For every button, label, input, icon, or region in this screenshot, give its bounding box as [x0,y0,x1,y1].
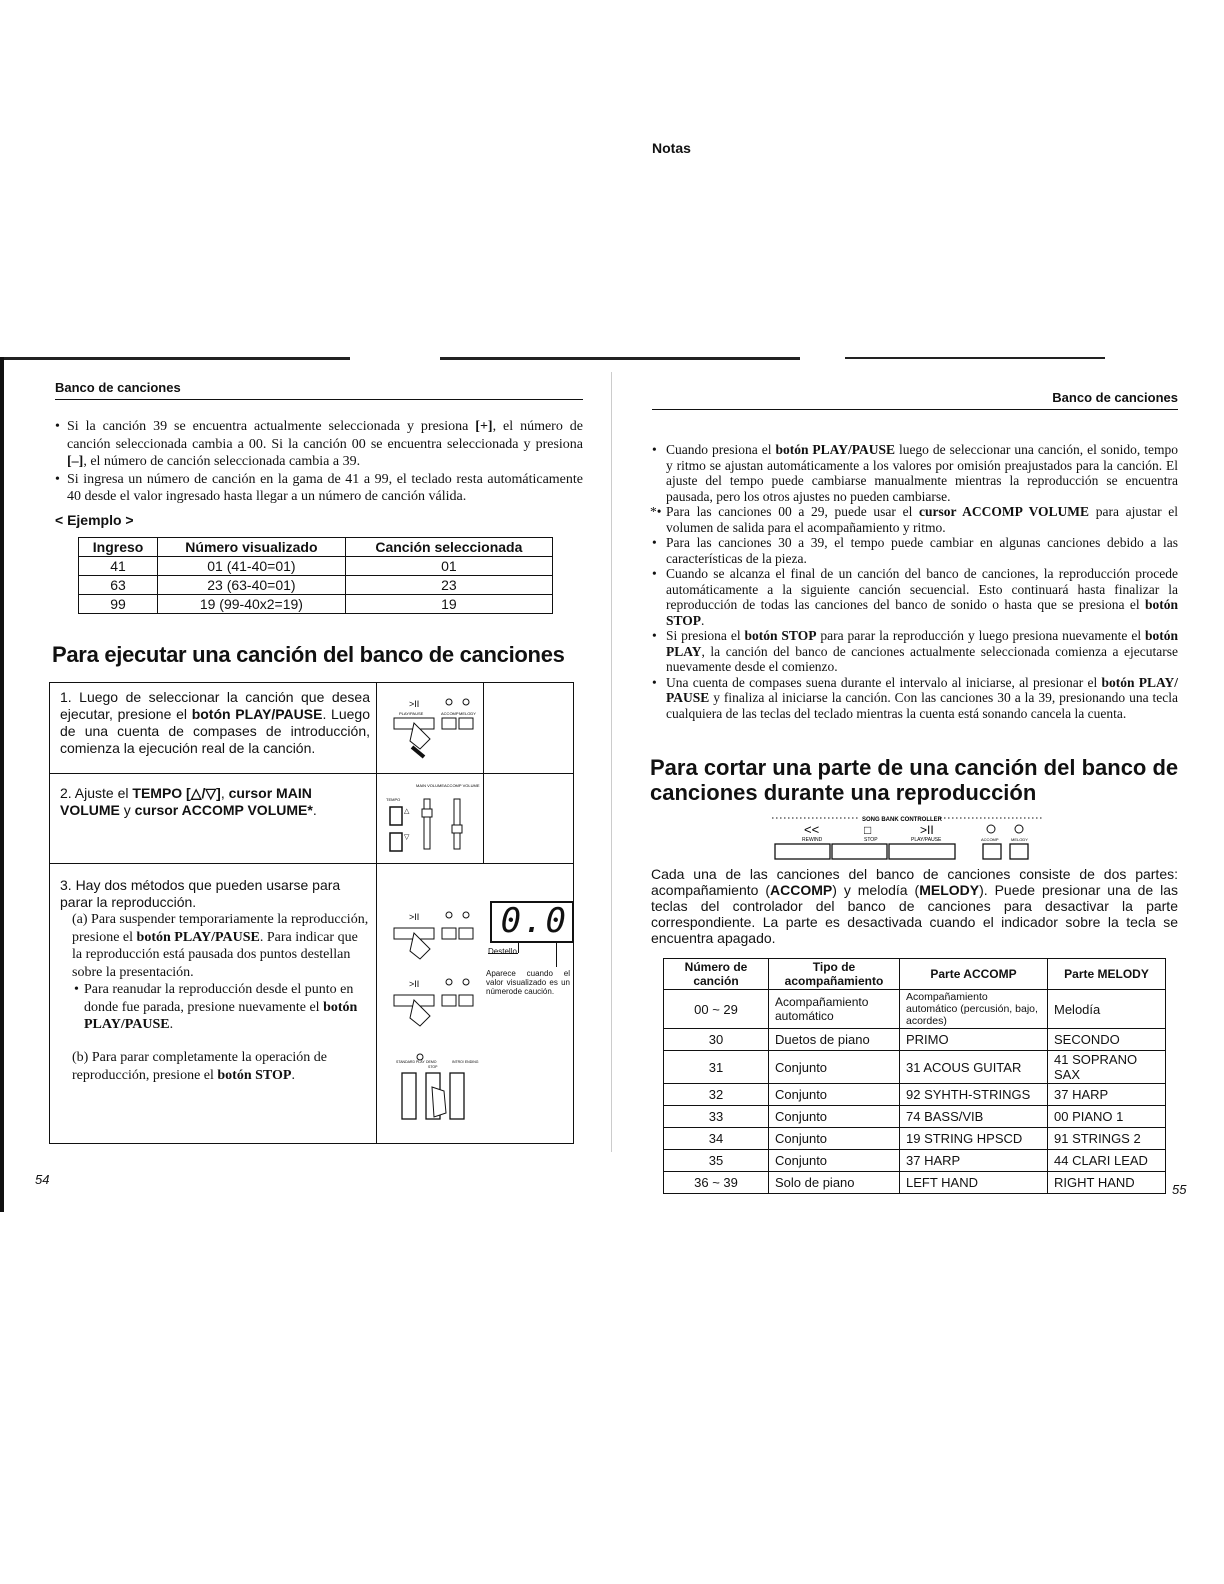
bullet-item: • Si la canción 39 se encuentra actualmente seleccionada y presiona [+], el número de canción seleccionada cambia a 00. Si la canción 00 se encuentra seleccionada y presiona [–], el número de canción seleccionada cambia a 39. [55,418,583,471]
table-row [664,1029,1166,1051]
table-cell: 92 SYHTH-STRINGS [900,1084,1048,1106]
intro-ending-label: INTRO/ ENDING [452,1060,479,1064]
tempo-volume-diagram [386,779,481,861]
table-header: Canción seleccionada [345,538,552,557]
rewind-icon: << [804,822,820,837]
standard-play-label: STANDARD PLAY [396,1060,425,1064]
rewind-label: REWIND [802,837,823,843]
accomp-label: ACCOMP [981,837,999,842]
table-row [664,1150,1166,1172]
stop-label: STOP [864,837,878,843]
table-cell: LEFT HAND [900,1172,1048,1194]
table-cell: 32 [664,1084,769,1106]
step-3b: (b) Para parar completamente la operación de reproducción, presione el botón STOP. [72,1050,327,1083]
table-cell: 41 [79,557,158,576]
page-gutter [611,372,612,1152]
table-cell: Conjunto [769,1051,900,1084]
table-cell: Duetos de piano [769,1029,900,1051]
table-cell: 35 [664,1150,769,1172]
table-cell: 00 PIANO 1 [1048,1106,1166,1128]
note-item: • Una cuenta de compases suena durante el intervalo al iniciarse, al presionar el botón PLAY/ PAUSE y finaliza al iniciarse la canción. Con las canciones 30 a la 39, presionando una tecla cualquiera de las teclas del teclado mientras la cuenta está sonando cancela la cuenta. [652,674,1178,721]
table-row [79,576,553,595]
table-cell: 37 HARP [1048,1084,1166,1106]
table-cell: RIGHT HAND [1048,1172,1166,1194]
melody-label: MELODY [459,711,476,716]
table-cell: Conjunto [769,1150,900,1172]
table-cell: 01 [345,557,552,576]
table-cell: PRIMO [900,1029,1048,1051]
table-cell: 30 [664,1029,769,1051]
table-row [664,1172,1166,1194]
step-3a-bullet: • Para reanudar la reproducción desde el punto en donde fue parada, presione nuevamente el botón PLAY/PAUSE. [74,982,358,1032]
step-3a: (a) Para suspender temporariamente la reproducción, presione el botón PLAY/PAUSE. Para indicar que la reproducción está pausada dos puntos destellan sobre la presentación. [72,912,369,980]
step-3: 3. Hay dos métodos que pueden usarse para parar la reproducción. [60,877,341,910]
table-cell: Melodía [1048,990,1166,1029]
table-cell: 44 CLARI LEAD [1048,1150,1166,1172]
table-header: Parte MELODY [1048,959,1166,990]
top-rule [0,357,350,360]
running-header-left: Banco de canciones [55,380,583,400]
controller-label: SONG BANK CONTROLLER [862,817,942,823]
accomp-label: ACCOMP [441,711,459,716]
table-cell: 41 SOPRANO SAX [1048,1051,1166,1084]
svg-text:△: △ [404,808,410,815]
notes-title: Notas [652,140,691,156]
table-row [79,557,553,576]
section-title-play: Para ejecutar una canción del banco de canciones [52,642,565,667]
note-item: *• Para las canciones 00 a 29, puede usar el cursor ACCOMP VOLUME para ajustar el volumen de salida para el acompañamiento y ritmo. [650,504,1179,535]
play-pause-diagram [386,695,481,765]
table-row [664,1084,1166,1106]
demo-label: DEMO [426,1060,437,1064]
note-item: • Cuando se alcanza el final de un canción del banco de canciones, la reproducción procede automáticamente a la siguiente canción secuencial. Esto continuará hasta finalizar la reproducción de todas las canciones del banco de sonido o hasta que se presiona el botón STOP. [652,566,1178,628]
table-cell: 63 [79,576,158,595]
top-rule [440,357,800,360]
table-row [664,1051,1166,1084]
table-row [664,990,1166,1029]
play-symbol: >II [409,699,420,709]
step-1: 1. Luego de seleccionar la canción que desea ejecutar, presione el botón PLAY/PAUSE. Luego de una cuenta de compases de introducción, comienza la ejecución real de la canción. [60,689,370,756]
table-cell: 91 STRINGS 2 [1048,1128,1166,1150]
table-cell: 00 ~ 29 [664,990,769,1029]
table-cell: 99 [79,595,158,614]
example-table [78,537,553,614]
pause-diagram [386,908,481,973]
table-cell: 19 (99-40x2=19) [158,595,346,614]
steps-box [49,682,574,1144]
stop-icon: □ [864,823,872,837]
table-header: Ingreso [79,538,158,557]
table-header: Número visualizado [158,538,346,557]
table-cell: 36 ~ 39 [664,1172,769,1194]
left-binding-edge [0,357,4,1212]
table-cell: 33 [664,1106,769,1128]
page-number-left: 54 [35,1172,50,1187]
parts-paragraph: Cada una de las canciones del banco de canciones consiste de dos partes: acompañamiento (ACCOMP) y melodía (MELODY). Puede presionar una de las teclas del controlador del banco de canciones para desactivar la parte correspondiente. La parte es desactivada cuando el indicador sobre la tecla se encuentra apagado. [651,866,1178,946]
table-cell: 31 [664,1051,769,1084]
example-label: < Ejemplo > [55,512,134,528]
table-cell: Solo de piano [769,1172,900,1194]
table-row [664,1128,1166,1150]
table-row [79,595,553,614]
table-cell: Acompañamiento automático (percusión, bajo, acordes) [900,990,1048,1029]
play-pause-icon: >II [920,823,934,837]
table-cell: 19 [345,595,552,614]
table-cell: 74 BASS/VIB [900,1106,1048,1128]
display-value: 0.0 [500,901,568,941]
step-2: 2. Ajuste el TEMPO [△/▽], cursor MAIN VOLUME y cursor ACCOMP VOLUME*. [60,785,317,818]
accomp-volume-label: ACCOMP VOLUME [444,783,480,788]
display-note: Aparece cuando el valor visualizado es un númerode caución. [486,969,570,996]
running-header-right: Banco de canciones [652,390,1178,410]
display-box [490,901,574,943]
resume-diagram [386,975,481,1040]
table-cell: 31 ACOUS GUITAR [900,1051,1048,1084]
table-row [664,1106,1166,1128]
section-title-cut: Para cortar una parte de una canción del banco de canciones durante una reproducción [650,755,1179,805]
note-item: • Si presiona el botón STOP para parar la reproducción y luego presiona nuevamente el botón PLAY, la canción del banco de canciones actualmente seleccionada comienza a ejecutarse nuevamente desde el comienzo. [652,628,1178,674]
destello-label: Destello [488,947,517,956]
bullet-item: • Si ingresa un número de canción en la gama de 41 a 99, el teclado resta automáticamente 40 desde el valor ingresado hasta llegar a un número de canción válida. [55,471,583,506]
playpause-label: PLAY/PAUSE [911,837,942,843]
top-rule [845,357,1105,359]
parts-table [663,958,1166,1194]
table-header: Parte ACCOMP [900,959,1048,990]
table-header: Número de canción [664,959,769,990]
play-symbol: >II [409,979,420,989]
table-cell: 01 (41-40=01) [158,557,346,576]
table-cell: 23 (63-40=01) [158,576,346,595]
table-cell: 23 [345,576,552,595]
tempo-label: TEMPO [386,797,401,802]
table-cell: SECONDO [1048,1029,1166,1051]
stop-diagram [386,1051,481,1131]
table-cell: Conjunto [769,1084,900,1106]
notes-list [652,442,1178,721]
table-cell: Conjunto [769,1128,900,1150]
svg-text:▽: ▽ [404,834,410,841]
melody-label: MELODY [1011,837,1028,842]
main-volume-label: MAIN VOLUME [416,783,445,788]
stop-label: STOP [428,1065,438,1069]
table-cell: 37 HARP [900,1150,1048,1172]
table-header: Tipo de acompañamiento [769,959,900,990]
table-cell: 34 [664,1128,769,1150]
playpause-label: PLAY/PAUSE [399,711,424,716]
note-item: • Cuando presiona el botón PLAY/PAUSE luego de seleccionar una canción, el sonido, tempo y ritmo se ajustan automáticamente a los valores por omisión preajustados para la canción. El ajuste del tempo puede cambiarse manualmente mientras la reproducción se encuentra pausada, pero los otros ajustes no pueden cambiarse. [652,442,1178,504]
page-number-right: 55 [1172,1182,1187,1197]
table-cell: 19 STRING HPSCD [900,1128,1048,1150]
table-cell: Acompañamiento automático [769,990,900,1029]
song-bank-controller [770,812,1045,864]
table-cell: Conjunto [769,1106,900,1128]
note-item: • Para las canciones 30 a 39, el tempo puede cambiar en algunas canciones debido a las características de la pieza. [652,535,1178,566]
play-symbol: >II [409,912,420,922]
intro-bullets [55,418,583,506]
